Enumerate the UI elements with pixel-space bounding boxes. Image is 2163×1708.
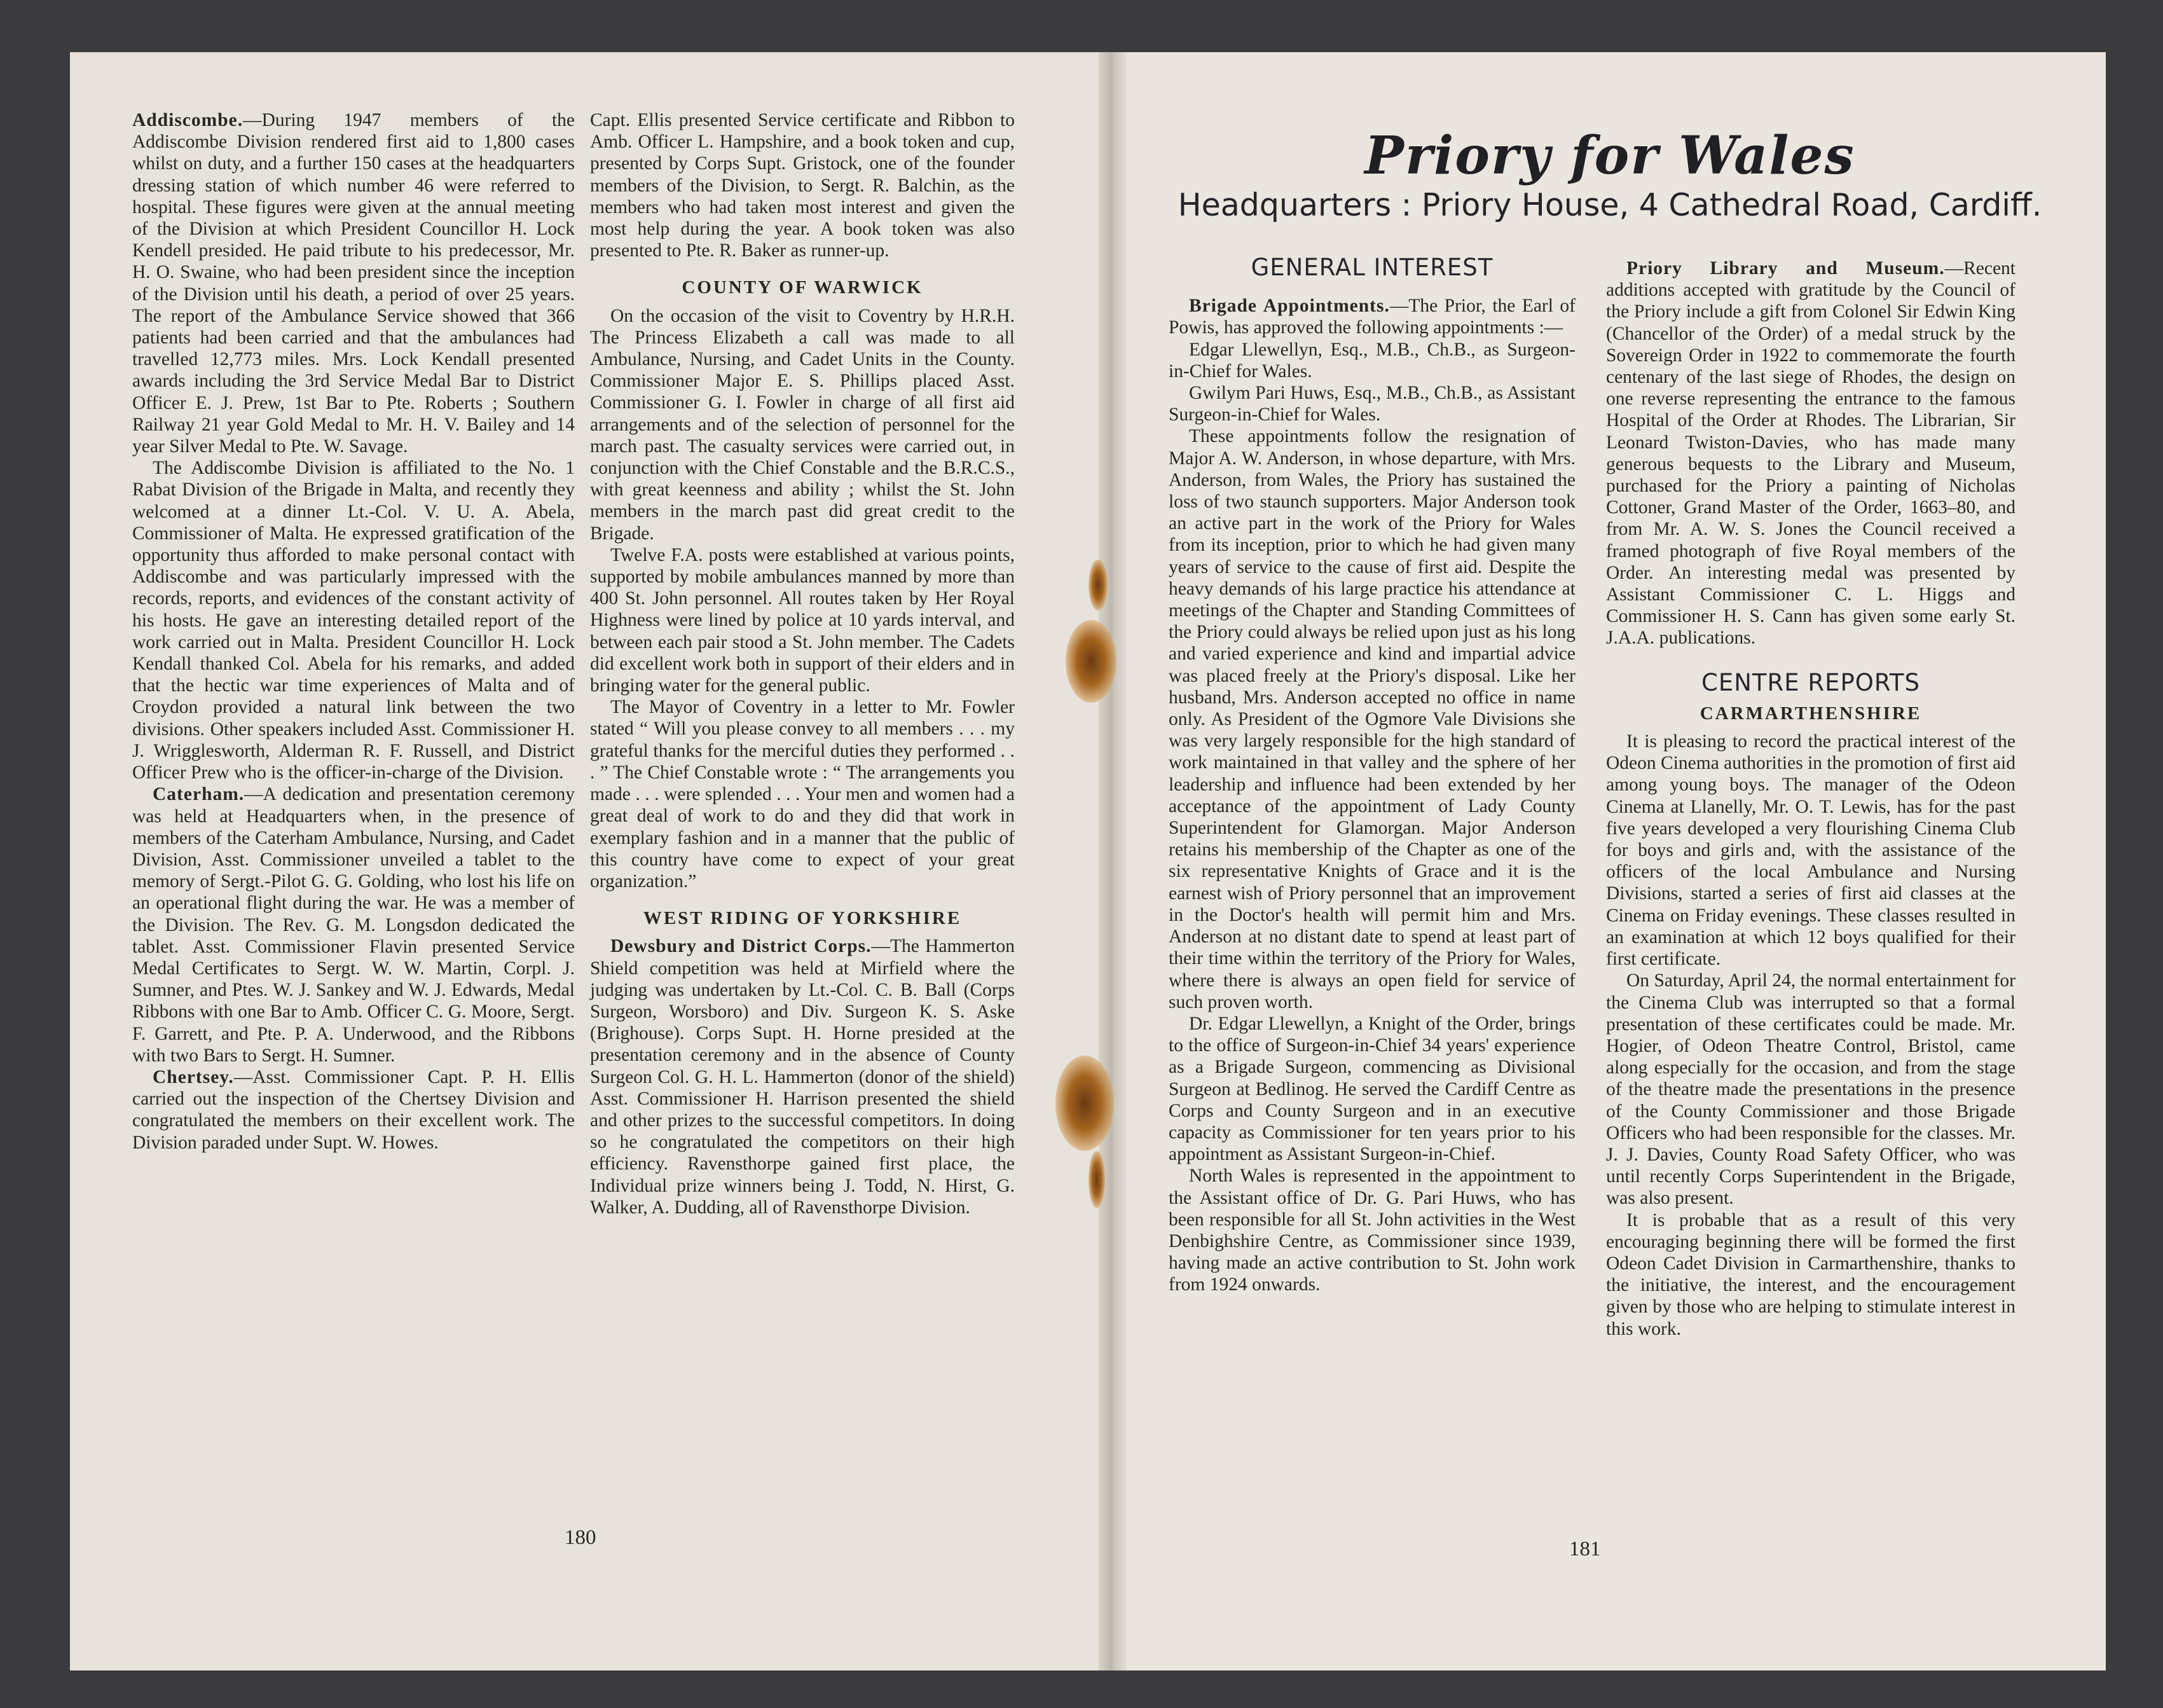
paragraph — [132, 457, 575, 783]
section-heading: WEST RIDING OF YORKSHIRE — [643, 908, 962, 929]
paragraph-text: It is probable that as a result of this very encouraging beginning there will be formed the first Odeon Cadet Division in Carmarthenshire, thanks to the initiative, the interest, and the encouragement given by those who are helping to stimulate interest in this work. — [1606, 1209, 2015, 1339]
title-block — [1114, 127, 2106, 223]
paragraph — [1169, 425, 1576, 1012]
paragraph-text: It is pleasing to record the practical interest of the Odeon Cinema authorities in the promotion of first aid among young boys. The manager of the Odeon Cinema at Llanelly, Mr. O. T. Lewis, has for the past five years developed a very flourishing Cinema Club for boys and girls and, with the assistance of the officers of the local Ambulance and Nursing Divisions, started a series of first aid classes at the Cinema on Friday evenings. These classes resulted in an examination at which 12 boys qualified for their first certificate. — [1606, 731, 2015, 970]
page-title: Priory for Wales — [1364, 125, 1855, 186]
paragraph-text: —The Prior, the Earl of Powis, has approved the following appointments :— — [1169, 296, 1576, 338]
paragraph — [590, 696, 1015, 892]
section-heading: CENTRE REPORTS — [1701, 668, 1920, 696]
run-in-heading: Priory Library and Museum. — [1626, 258, 1945, 279]
paragraph-text: —Recent additions accepted with gratitude by the Council of the Priory include a gift from Colonel Sir Edwin King (Chancellor of the Order) of a medal struck by the Sovereign Order in 1922 to commemorate the fourth centenary of the last siege of Rhodes, the design on one reverse representing the entrance to the famous Hospital of the Order at Rhodes. The Librarian, Sir Leonard Twiston-Davies, who has made many generous bequests to the Library and Museum, purchased for the Priory a painting of Nicholas Cottoner, Grand Master of the Order, 1663–80, and from Mr. A. W. S. Jones the Council received a framed photograph of five Royal members of the Order. An interesting medal was presented by Assistant Commissioner C. L. Higgs and Commissioner H. S. Cann has given some early St. J.A.A. publications. — [1606, 258, 2015, 649]
paragraph — [1169, 382, 1576, 425]
paragraph-text: Gwilym Pari Huws, Esq., M.B., Ch.B., as Assistant Surgeon-in-Chief for Wales. — [1169, 383, 1576, 425]
paragraph — [132, 109, 575, 457]
left-column-1 — [132, 109, 575, 1154]
right-column-1 — [1169, 254, 1576, 1296]
paragraph — [1169, 1013, 1576, 1165]
paragraph-text: North Wales is represented in the appointment to the Assistant office of Dr. G. Pari Huws, who has been responsible for all St. John activities in the West Denbighshire Centre, as Commissioner since 1939, having made an active contribution to St. John work from 1924 onwards. — [1169, 1166, 1576, 1295]
rust-stain — [1055, 1056, 1114, 1151]
run-in-heading: Addiscombe. — [132, 110, 244, 130]
paragraph — [1606, 258, 2015, 649]
paragraph — [1169, 295, 1576, 338]
right-column-2 — [1606, 258, 2015, 1340]
paragraph-text: Twelve F.A. posts were established at various points, supported by mobile ambulances manned by more than 400 St. John personnel. All routes taken by Her Royal Highness were lined by police at 10 yards interval, and between each pair stood a St. John member. The Cadets did excellent work both in support of their elders and in bringing water for the general public. — [590, 544, 1015, 696]
subsection-heading: CARMARTHENSHIRE — [1700, 703, 1922, 724]
section-heading: GENERAL INTEREST — [1251, 254, 1494, 281]
paragraph — [590, 109, 1015, 261]
paragraph-text: —Asst. Commissioner Capt. P. H. Ellis carried out the inspection of the Chertsey Division and congratulated the members on their excellent work. The Division paraded under Supt. W. Howes. — [132, 1066, 575, 1153]
paragraph — [1169, 339, 1576, 382]
paragraph-text: The Mayor of Coventry in a letter to Mr. Fowler stated “ Will you please convey to all members . . . my grateful thanks for the merciful duties they performed . . . ” The Chief Constable wrote : “ The arrangements you made . . . were splended . . . Your men and women had a great deal of work to do and they did that work in exemplary fashion and in a manner that the public of this country have come to expect of your great organization.” — [590, 697, 1015, 892]
paragraph — [590, 935, 1015, 1218]
paragraph — [132, 1066, 575, 1154]
paragraph-text: The Addiscombe Division is affiliated to the No. 1 Rabat Division of the Brigade in Malta, and recently they welcomed at a dinner Lt.-Col. V. U. A. Abela, Commissioner of Malta. He expressed gratification of the opportunity thus afforded to make personal contact with Addiscombe and was particularly impressed with the records, reports, and evidences of the constant activity of his hosts. He gave an interesting detailed report of the work carried out in Malta. President Councillor H. Lock Kendall thanked Col. Abela for his remarks, and added that the hectic war time experiences of Malta and of Croydon provided a natural link between the two divisions. Other speakers included Asst. Commissioner H. J. Wrigglesworth, Alderman R. F. Russell, and District Officer Prew who is the officer-in-charge of the Division. — [132, 458, 575, 783]
rust-stain — [1088, 1151, 1105, 1208]
paragraph — [1169, 1165, 1576, 1295]
run-in-heading: Chertsey. — [153, 1066, 234, 1087]
run-in-heading: Caterham. — [153, 784, 245, 805]
paragraph — [132, 783, 575, 1066]
paragraph-text: Dr. Edgar Llewellyn, a Knight of the Order, brings to the office of Surgeon-in-Chief 34 years' experience as a Brigade Surgeon, commencing as Divisional Surgeon at Bedlinog. He served the Cardiff Centre as Corps and County Surgeon and in an executive capacity as Commissioner for ten years prior to his appointment as Assistant Surgeon-in-Chief. — [1169, 1013, 1576, 1165]
paragraph-text: —A dedication and presentation ceremony was held at Headquarters when, in the presence of members of the Caterham Ambulance, Nursing, and Cadet Division, Asst. Commissioner unveiled a tablet to the memory of Sergt.-Pilot G. G. Golding, who lost his life on an operational flight during the war. He was a member of the Division. The Rev. G. M. Longsdon dedicated the tablet. Asst. Commissioner Flavin presented Service Medal Certificates to Sergt. W. W. Martin, Corpl. J. Sumner, and Ptes. W. J. Sankey and W. J. Edwards, Medal Ribbons with one Bar to Amb. Officer C. G. Moore, Sergt. F. Garrett, and Pte. P. A. Underwood, and the Ribbons with two Bars to Sergt. H. Sumner. — [132, 784, 575, 1066]
paragraph-text: —The Hammerton Shield competition was held at Mirfield where the judging was undertaken by Lt.-Col. C. B. Ball (Corps Surgeon, Worsboro) and Div. Surgeon K. S. Aske (Brighouse). Corps Supt. H. Horne presided at the presentation ceremony and in the absence of County Surgeon Col. G. H. L. Hammerton (donor of the shield) Asst. Commissioner H. Harrison presented the shield and other prizes to the successful competitors. In doing so he congratulated the competitors on their high efficiency. Ravensthorpe gained first place, the Individual prize winners being J. Todd, N. Hirst, G. Walker, A. Dudding, all of Ravensthorpe Division. — [590, 936, 1015, 1218]
run-in-heading: Brigade Appointments. — [1189, 296, 1390, 317]
page-subtitle: Headquarters : Priory House, 4 Cathedral Road, Cardiff. — [1178, 187, 2042, 223]
rust-stain — [1066, 620, 1116, 703]
rust-stain — [1088, 560, 1108, 610]
paragraph — [590, 305, 1015, 544]
paragraph-text: Capt. Ellis presented Service certificate and Ribbon to Amb. Officer L. Hampshire, and a book token and cup, presented by Corps Supt. Gristock, one of the founder members of the Division, to Sergt. R. Balchin, as the members who had taken most interest and given the most help during the year. A book token was also presented to Pte. R. Baker as runner-up. — [590, 110, 1015, 261]
paragraph-text: Edgar Llewellyn, Esq., M.B., Ch.B., as Surgeon-in-Chief for Wales. — [1169, 339, 1576, 382]
run-in-heading: Dewsbury and District Corps. — [610, 936, 872, 957]
paragraph — [1606, 731, 2015, 970]
paragraph — [590, 544, 1015, 696]
paragraph-text: —During 1947 members of the Addiscombe Division rendered first aid to 1,800 cases whilst on duty, and a further 150 cases at the headquarters dressing station of which number 46 were referred to hospital. These figures were given at the annual meeting of the Division at which President Councillor H. Lock Kendell presided. He paid tribute to his predecessor, Mr. H. O. Swaine, who had been president since the inception of the Division until his death, a period of over 25 years. The report of the Ambulance Service showed that 366 patients had been carried and that the ambulances had travelled 12,773 miles. Mrs. Lock Kendall presented awards including the 3rd Service Medal Bar to District Officer E. J. Prew, 1st Bar to Pte. Roberts ; Southern Railway 21 year Gold Medal to Mr. H. V. Bailey and 14 year Silver Medal to Pte. W. Savage. — [132, 110, 575, 457]
paragraph-text: On the occasion of the visit to Coventry by H.R.H. The Princess Elizabeth a call was made to all Ambulance, Nursing, and Cadet Units in the County. Commissioner Major E. S. Phillips placed Asst. Commissioner G. I. Fowler in charge of all first aid arrangements and of the selection of personnel for the march past. The casualty services were carried out, in conjunction with the Chief Constable and the B.R.C.S., with great keenness and ability ; whilst the St. John members in the march past did great credit to the Brigade. — [590, 305, 1015, 544]
page-number: 181 — [1569, 1538, 1601, 1560]
paragraph — [1606, 970, 2015, 1209]
paragraph-text: On Saturday, April 24, the normal entertainment for the Cinema Club was interrupted so that a formal presentation of these certificates could be made. Mr. Hogier, of Odeon Theatre Control, Bristol, came along especially for the occasion, and from the stage of the theatre made the presentations in the presence of the County Commissioner and those Brigade Officers who had been responsible for the classes. Mr. J. J. Davies, County Road Safety Officer, who was until recently Corps Superintendent in the Brigade, was also present. — [1606, 970, 2015, 1209]
page-number: 180 — [565, 1526, 596, 1549]
book-spine — [1099, 52, 1127, 1670]
paragraph-text: These appointments follow the resignation of Major A. W. Anderson, in whose departure, with Mrs. Anderson, from Wales, the Priory has sustained the loss of two staunch supporters. Major Anderson took an active part in the work of the Priory for Wales from its inception, prior to which he had given many years of service to the cause of first aid. Despite the heavy demands of his large practice his attendance at meetings of the Chapter and Standing Committees of the Priory could always be relied upon just as his long and varied experience and kind and impartial advice was placed freely at the Priory's disposal. Like her husband, Mrs. Anderson accepted no office in name only. As President of the Ogmore Vale Divisions she was very largely responsible for the high standard of work maintained in that valley and the sphere of her leadership and influence had been extended by her acceptance of the appointment of Lady County Superintendent for Glamorgan. Major Anderson retains his membership of the Chapter as one of the six representative Knights of Grace and it is the earnest wish of Priory personnel that an improvement in the Doctor's health will permit him and Mrs. Anderson at no distant date to spend at least part of their time within the territory of the Priory for Wales, where there is always an open field for service of such proven worth. — [1169, 426, 1576, 1012]
paragraph — [1606, 1209, 2015, 1340]
section-heading: COUNTY OF WARWICK — [682, 277, 923, 298]
left-column-2 — [590, 109, 1015, 1218]
